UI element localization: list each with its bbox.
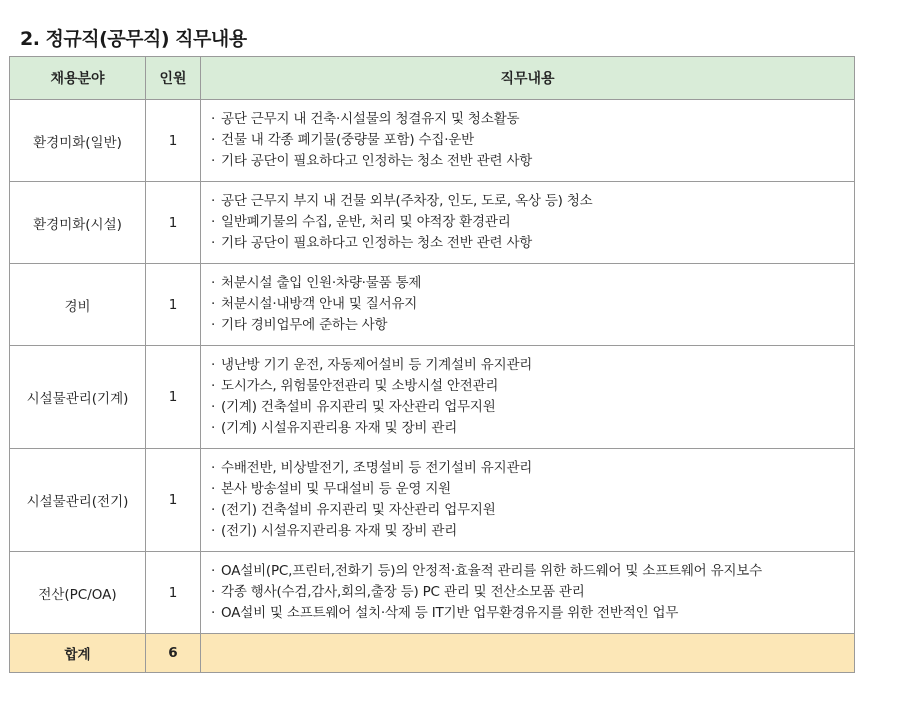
duty-item: · 공단 근무지 내 건축·시설물의 청결유지 및 청소활동 (211, 111, 520, 127)
total-duties (201, 634, 855, 673)
duty-item: · 처분시설 출입 인원·차량·물품 통제 (211, 275, 422, 291)
field-cell: 환경미화(시설) (10, 182, 146, 264)
section-title: 2. 정규직(공무직) 직무내용 (20, 28, 247, 50)
duty-item: · 도시가스, 위험물안전관리 및 소방시설 안전관리 (211, 378, 499, 394)
header-field: 채용분야 (10, 57, 146, 100)
field-cell: 시설물관리(전기) (10, 449, 146, 552)
duty-item: · OA설비(PC,프린터,전화기 등)의 안정적·효율적 관리를 위한 하드웨어 및 소프트웨어 유지보수 (211, 563, 762, 579)
count-cell: 1 (146, 182, 201, 264)
job-duties-table (9, 56, 855, 673)
duties-cell (201, 449, 855, 552)
table-row (10, 182, 855, 264)
duty-item: · 기타 경비업무에 준하는 사항 (211, 317, 388, 333)
duty-item: · (전기) 건축설비 유지관리 및 자산관리 업무지원 (211, 502, 496, 518)
duty-item: · 본사 방송설비 및 무대설비 등 운영 지원 (211, 481, 452, 497)
duties-cell (201, 346, 855, 449)
table-row (10, 100, 855, 182)
duty-item: · (기계) 시설유지관리용 자재 및 장비 관리 (211, 420, 458, 436)
duty-item: · OA설비 및 소프트웨어 설치·삭제 등 IT기반 업무환경유지를 위한 전반적인 업무 (211, 605, 679, 621)
table-row (10, 552, 855, 634)
duty-item: · 건물 내 각종 폐기물(중량물 포함) 수집·운반 (211, 132, 474, 148)
count-cell: 1 (146, 100, 201, 182)
duty-item: · 일반폐기물의 수집, 운반, 처리 및 야적장 환경관리 (211, 214, 511, 230)
duty-item: · (전기) 시설유지관리용 자재 및 장비 관리 (211, 523, 458, 539)
field-cell: 전산(PC/OA) (10, 552, 146, 634)
duties-cell (201, 264, 855, 346)
field-cell: 시설물관리(기계) (10, 346, 146, 449)
header-duties: 직무내용 (201, 57, 855, 100)
count-cell: 1 (146, 449, 201, 552)
total-label: 합계 (10, 634, 146, 673)
duty-item: · 수배전반, 비상발전기, 조명설비 등 전기설비 유지관리 (211, 460, 533, 476)
header-count: 인원 (146, 57, 201, 100)
duty-item: · 기타 공단이 필요하다고 인정하는 청소 전반 관련 사항 (211, 153, 533, 169)
duties-cell (201, 100, 855, 182)
table-header-row (10, 57, 855, 100)
count-cell: 1 (146, 264, 201, 346)
table-row (10, 449, 855, 552)
duty-item: · 기타 공단이 필요하다고 인정하는 청소 전반 관련 사항 (211, 235, 533, 251)
total-row (10, 634, 855, 673)
table-row (10, 264, 855, 346)
count-cell: 1 (146, 346, 201, 449)
duty-item: · (기계) 건축설비 유지관리 및 자산관리 업무지원 (211, 399, 496, 415)
duties-cell (201, 552, 855, 634)
field-cell: 환경미화(일반) (10, 100, 146, 182)
duty-item: · 각종 행사(수검,감사,회의,출장 등) PC 관리 및 전산소모품 관리 (211, 584, 585, 600)
duties-cell (201, 182, 855, 264)
count-cell: 1 (146, 552, 201, 634)
field-cell: 경비 (10, 264, 146, 346)
duty-item: · 처분시설·내방객 안내 및 질서유지 (211, 296, 418, 312)
duty-item: · 공단 근무지 부지 내 건물 외부(주차장, 인도, 도로, 옥상 등) 청소 (211, 193, 593, 209)
total-count: 6 (146, 634, 201, 673)
duty-item: · 냉난방 기기 운전, 자동제어설비 등 기계설비 유지관리 (211, 357, 533, 373)
table-row (10, 346, 855, 449)
